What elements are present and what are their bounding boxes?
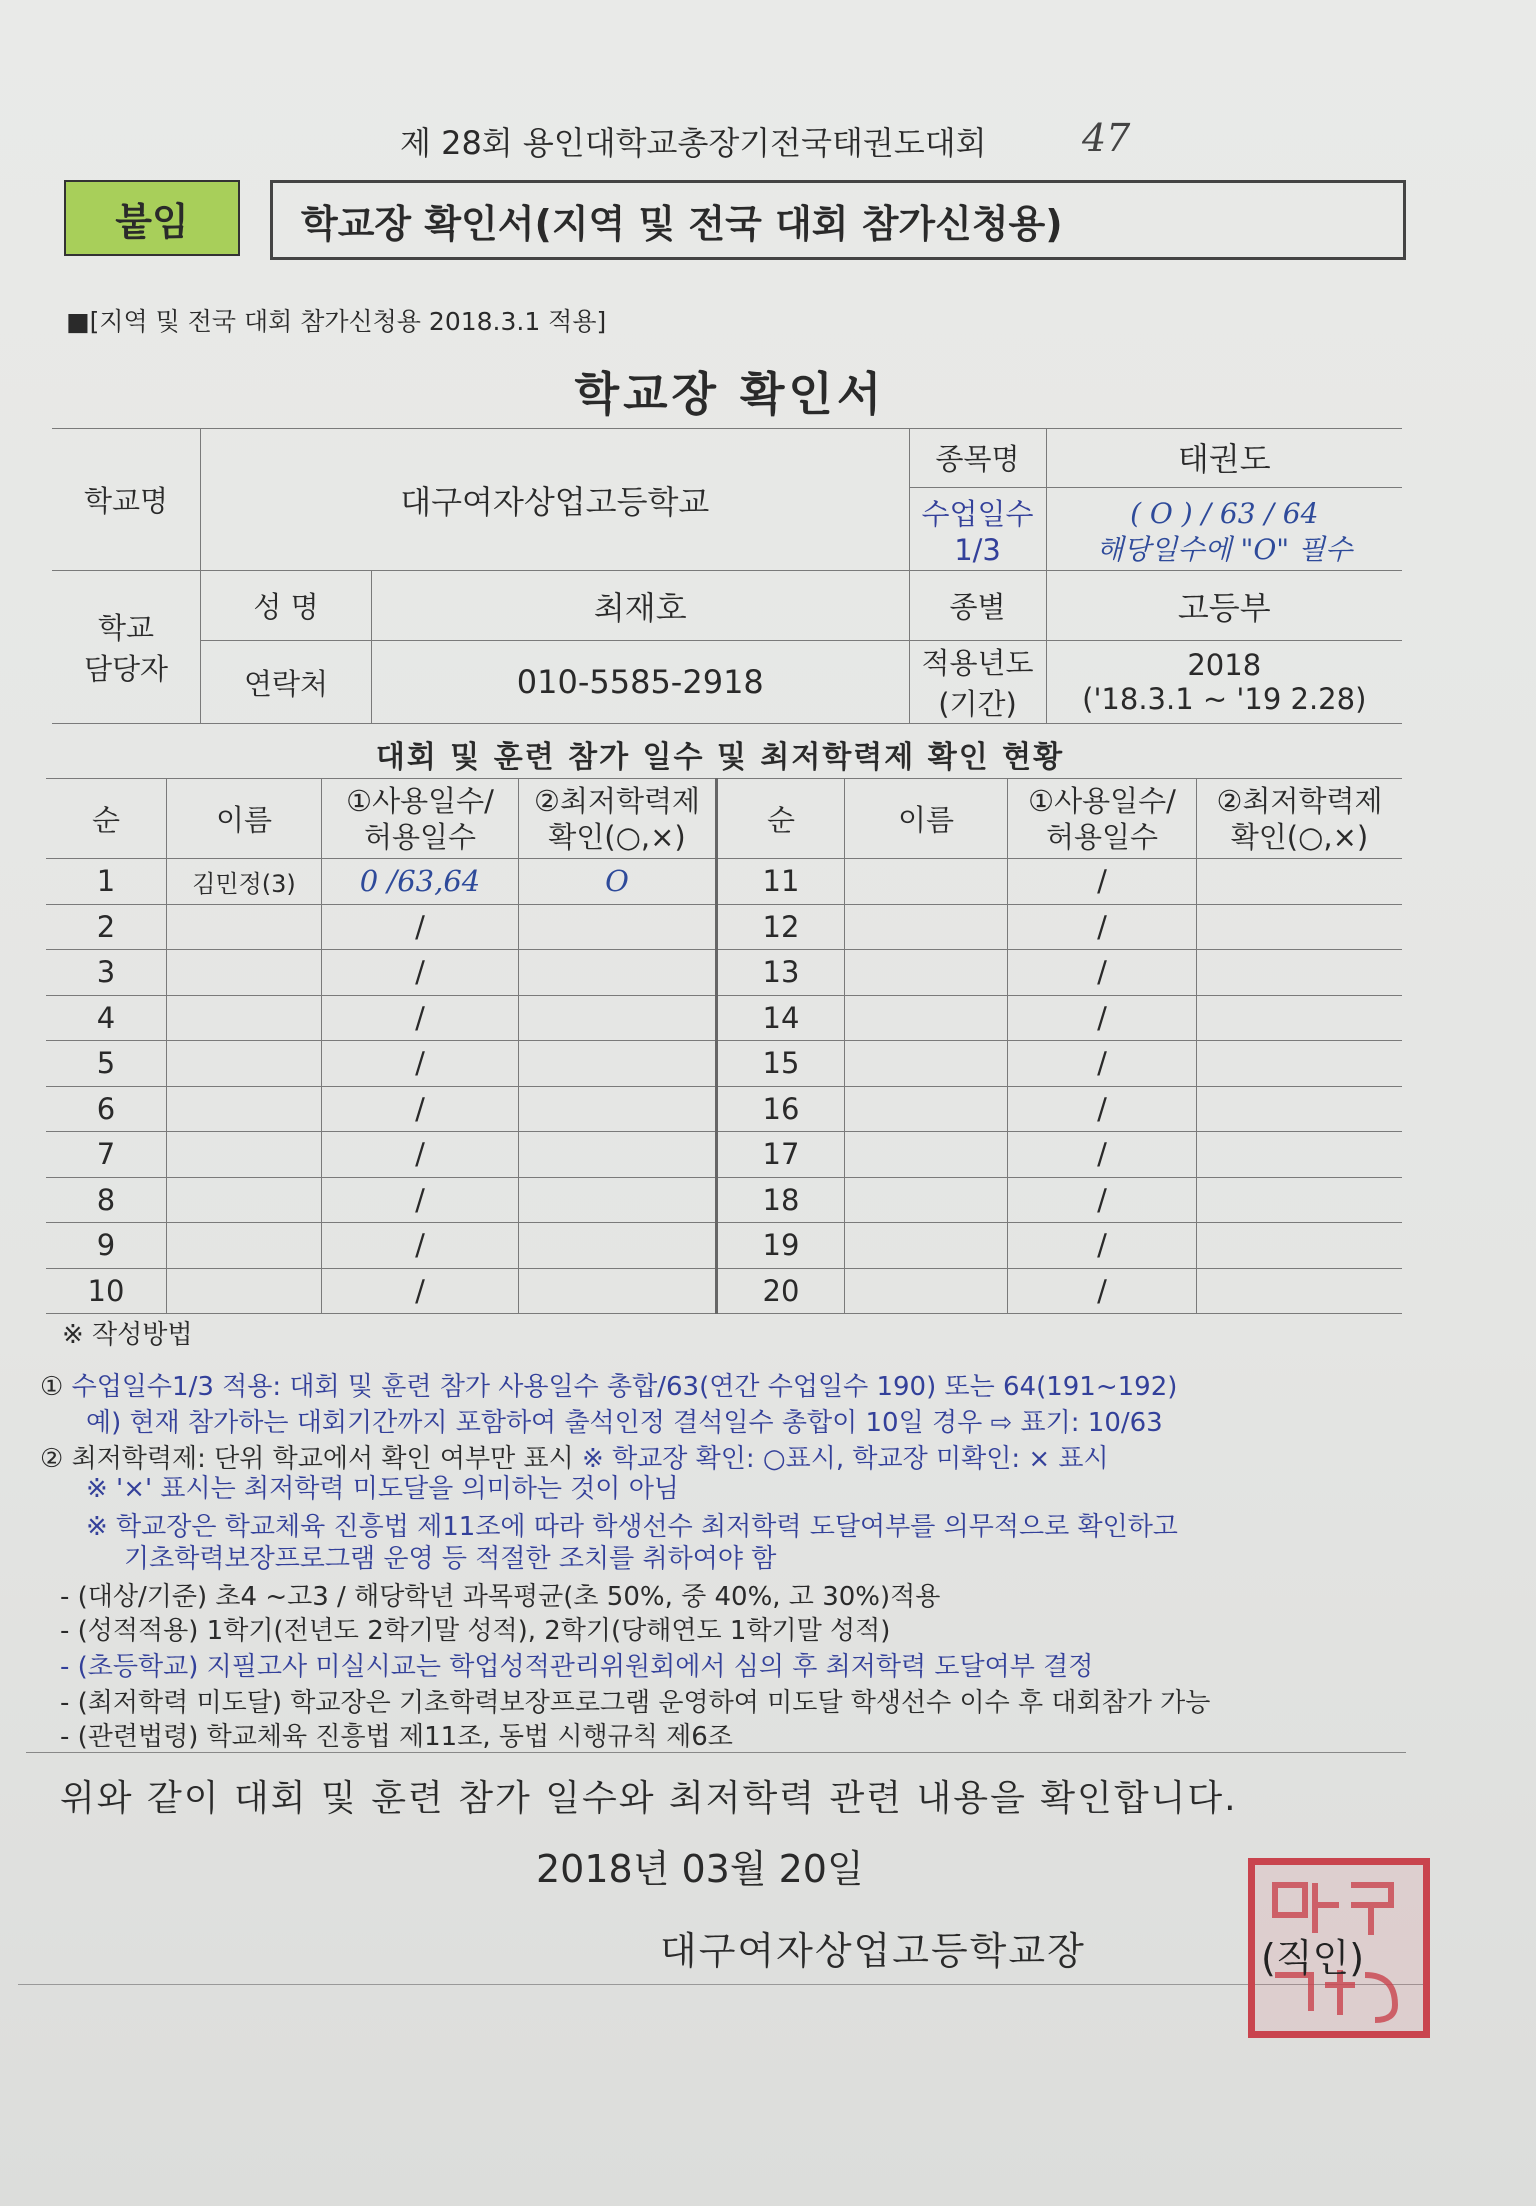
note-1-example: 예) 현재 참가하는 대회기간까지 포함하여 출석인정 결석일수 총합이 10일 경우 ⇨ 표기: 10/63 xyxy=(86,1408,1163,1438)
year-value: 2018 ('18.3.1 ~ '19 2.28) xyxy=(1046,641,1402,724)
row-check xyxy=(1197,1132,1403,1178)
row-no: 11 xyxy=(717,859,845,905)
form-title-box: 학교장 확인서(지역 및 전국 대회 참가신청용) xyxy=(270,180,1406,260)
col-days-right: ①사용일수/ 허용일수 xyxy=(1008,779,1197,859)
official-seal xyxy=(1248,1858,1430,2038)
row-days: / xyxy=(1008,1223,1197,1269)
row-check xyxy=(519,995,717,1041)
event-title: 제 28회 용인대학교총장기전국태권도대회 xyxy=(400,124,987,162)
row-name xyxy=(845,1268,1008,1314)
row-name xyxy=(845,1177,1008,1223)
note-3: - (대상/기준) 초4 ~고3 / 해당학년 과목평균(초 50%, 중 40%, 고 30%)적용 xyxy=(60,1582,941,1612)
row-no: 8 xyxy=(46,1177,167,1223)
table-row xyxy=(46,1223,1402,1269)
note-4: - (성적적용) 1학기(전년도 2학기말 성적), 2학기(당해연도 1학기말 성적) xyxy=(60,1616,891,1646)
col-academic-left: ②최저학력제 확인(○,×) xyxy=(519,779,717,859)
row-days: / xyxy=(322,1041,519,1087)
row-days: / xyxy=(1008,1177,1197,1223)
row-check xyxy=(519,904,717,950)
row-name xyxy=(167,950,322,996)
row-check: O xyxy=(519,859,717,905)
note-6: - (최저학력 미도달) 학교장은 기초학력보장프로그램 운영하여 미도달 학생선수 이수 후 대회참가 가능 xyxy=(60,1688,1211,1718)
person-name-value: 최재호 xyxy=(372,571,910,641)
row-name xyxy=(845,904,1008,950)
row-name xyxy=(845,1041,1008,1087)
school-info-table xyxy=(52,428,1402,724)
row-no: 10 xyxy=(46,1268,167,1314)
bottom-divider xyxy=(18,1984,1428,1985)
row-days: / xyxy=(1008,950,1197,996)
col-name-right: 이름 xyxy=(845,779,1008,859)
row-check xyxy=(1197,1177,1403,1223)
row-check xyxy=(1197,859,1403,905)
row-check xyxy=(519,1223,717,1269)
row-name xyxy=(845,950,1008,996)
table-row xyxy=(46,1132,1402,1178)
row-name xyxy=(167,1223,322,1269)
note-2-sub-1: ※ '×' 표시는 최저학력 미도달을 의미하는 것이 아님 xyxy=(86,1474,679,1504)
row-days: / xyxy=(1008,1132,1197,1178)
row-name xyxy=(167,1086,322,1132)
row-no: 7 xyxy=(46,1132,167,1178)
col-no-right: 순 xyxy=(717,779,845,859)
row-no: 12 xyxy=(717,904,845,950)
col-days-left: ①사용일수/ 허용일수 xyxy=(322,779,519,859)
row-check xyxy=(519,1268,717,1314)
class-days-label: 수업일수 1/3 xyxy=(921,497,1034,567)
table-row xyxy=(46,859,1402,905)
row-name: 김민정(3) xyxy=(167,859,322,905)
row-no: 14 xyxy=(717,995,845,1041)
row-name xyxy=(167,1268,322,1314)
note-5: - (초등학교) 지필고사 미실시교는 학업성적관리위원회에서 심의 후 최저학력 도달여부 결정 xyxy=(60,1652,1094,1682)
row-no: 3 xyxy=(46,950,167,996)
note-2-sub-2b: 기초학력보장프로그램 운영 등 적절한 조치를 취하여야 함 xyxy=(124,1544,777,1574)
division-label: 종별 xyxy=(909,571,1046,641)
school-name-label: 학교명 xyxy=(52,429,201,571)
col-no-left: 순 xyxy=(46,779,167,859)
row-check xyxy=(1197,995,1403,1041)
signed-date: 2018년 03월 20일 xyxy=(536,1847,864,1891)
participants-table xyxy=(46,778,1402,1314)
row-name xyxy=(845,995,1008,1041)
row-check xyxy=(519,1177,717,1223)
row-check xyxy=(1197,1041,1403,1087)
row-no: 9 xyxy=(46,1223,167,1269)
note-2-sub-2: ※ 학교장은 학교체육 진흥법 제11조에 따라 학생선수 최저학력 도달여부를 의무적으로 확인하고 xyxy=(86,1512,1178,1542)
row-no: 5 xyxy=(46,1041,167,1087)
row-days: / xyxy=(322,1223,519,1269)
row-days: / xyxy=(322,1268,519,1314)
row-days: / xyxy=(322,950,519,996)
row-days: / xyxy=(1008,1086,1197,1132)
row-check xyxy=(1197,950,1403,996)
table-row xyxy=(46,1086,1402,1132)
row-check xyxy=(519,1041,717,1087)
row-days: 0 /63,64 xyxy=(322,859,519,905)
row-days: / xyxy=(1008,859,1197,905)
table-row xyxy=(46,1041,1402,1087)
page-number-handwritten: 47 xyxy=(1082,116,1131,160)
row-name xyxy=(167,904,322,950)
sport-label: 종목명 xyxy=(910,431,1046,488)
col-name-left: 이름 xyxy=(167,779,322,859)
row-days: / xyxy=(322,995,519,1041)
row-check xyxy=(519,1086,717,1132)
row-no: 15 xyxy=(717,1041,845,1087)
row-days: / xyxy=(1008,1268,1197,1314)
row-no: 13 xyxy=(717,950,845,996)
row-check xyxy=(519,950,717,996)
row-check xyxy=(1197,1223,1403,1269)
row-check xyxy=(519,1132,717,1178)
row-no: 6 xyxy=(46,1086,167,1132)
note-7: - (관련법령) 학교체육 진흥법 제11조, 동법 시행규칙 제6조 xyxy=(60,1722,733,1752)
row-name xyxy=(845,1132,1008,1178)
row-name xyxy=(845,859,1008,905)
col-academic-right: ②최저학력제 확인(○,×) xyxy=(1197,779,1403,859)
row-check xyxy=(1197,1086,1403,1132)
note-2: ② 최저학력제: 단위 학교에서 확인 여부만 표시 ※ 학교장 확인: ○표시, 학교장 미확인: × 표시 xyxy=(40,1444,1109,1474)
row-no: 18 xyxy=(717,1177,845,1223)
status-section-title: 대회 및 훈련 참가 일수 및 최저학력제 확인 현황 xyxy=(375,740,1065,775)
principal-title: 대구여자상업고등학교장 xyxy=(660,1929,1086,1973)
row-name xyxy=(167,1177,322,1223)
contact-value: 010-5585-2918 xyxy=(372,641,910,724)
attachment-tag: 붙임 xyxy=(64,180,240,256)
row-no: 19 xyxy=(717,1223,845,1269)
row-name xyxy=(167,1132,322,1178)
contact-label: 연락처 xyxy=(201,641,372,724)
sport-value: 태권도 xyxy=(1047,431,1402,488)
row-check xyxy=(1197,1268,1403,1314)
row-days: / xyxy=(322,1132,519,1178)
row-name xyxy=(167,1041,322,1087)
row-name xyxy=(845,1223,1008,1269)
year-label: 적용년도 (기간) xyxy=(909,641,1046,724)
row-days: / xyxy=(1008,995,1197,1041)
table-row xyxy=(46,1268,1402,1314)
table-row xyxy=(46,904,1402,950)
school-name-value: 대구여자상업고등학교 xyxy=(201,429,910,571)
table-row xyxy=(46,1177,1402,1223)
form-subtitle: ■[지역 및 전국 대회 참가신청용 2018.3.1 적용] xyxy=(66,307,607,336)
row-no: 16 xyxy=(717,1086,845,1132)
division-value: 고등부 xyxy=(1046,571,1402,641)
class-days-value: ( O ) / 63 / 64 해당일수에 "O" 필수 xyxy=(1096,497,1353,566)
row-days: / xyxy=(322,1086,519,1132)
doc-title: 학교장 확인서 xyxy=(574,367,886,421)
divider xyxy=(26,1752,1406,1753)
table-row xyxy=(46,950,1402,996)
row-days: / xyxy=(1008,904,1197,950)
row-days: / xyxy=(322,904,519,950)
row-days: / xyxy=(322,1177,519,1223)
row-check xyxy=(1197,904,1403,950)
row-no: 17 xyxy=(717,1132,845,1178)
row-no: 1 xyxy=(46,859,167,905)
confirmation-statement: 위와 같이 대회 및 훈련 참가 일수와 최저학력 관련 내용을 확인합니다. xyxy=(60,1778,1238,1819)
row-no: 20 xyxy=(717,1268,845,1314)
person-name-label: 성 명 xyxy=(201,571,372,641)
row-no: 2 xyxy=(46,904,167,950)
manager-label: 학교 담당자 xyxy=(52,571,201,724)
row-name xyxy=(845,1086,1008,1132)
row-days: / xyxy=(1008,1041,1197,1087)
row-no: 4 xyxy=(46,995,167,1041)
note-1: ① 수업일수1/3 적용: 대회 및 훈련 참가 사용일수 총합/63(연간 수업일수 190) 또는 64(191~192) xyxy=(40,1372,1178,1402)
row-name xyxy=(167,995,322,1041)
table-row xyxy=(46,995,1402,1041)
notes-heading: ※ 작성방법 xyxy=(62,1320,193,1350)
seal-caption: (직인) xyxy=(1261,1936,1365,1980)
